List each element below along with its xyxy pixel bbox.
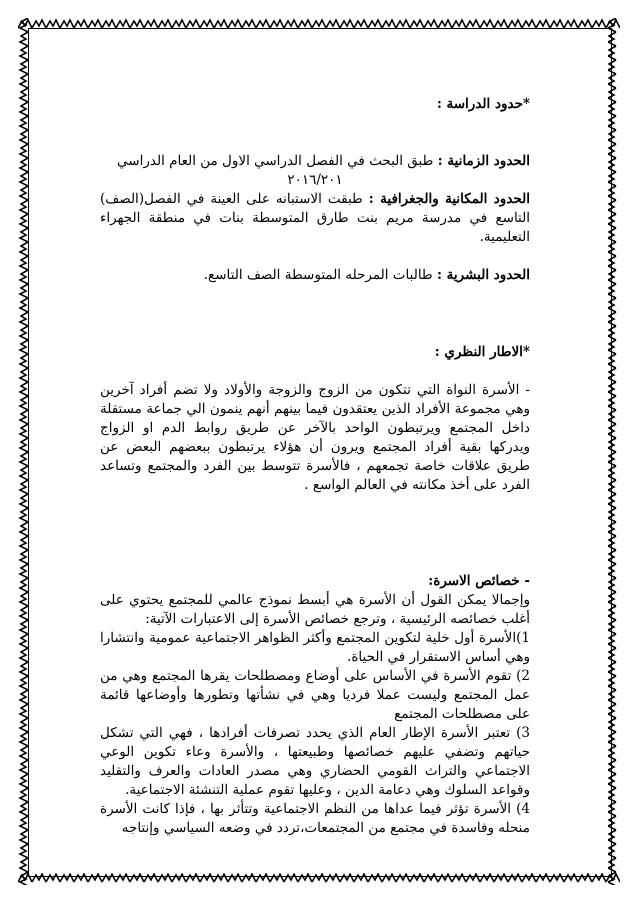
study-limits-heading: *حدود الدراسة : bbox=[436, 96, 530, 112]
human-limits-label: الحدود البشرية : bbox=[436, 267, 530, 283]
time-limits-year: ٢٠١٦/٢٠١ bbox=[287, 172, 343, 188]
human-limits-text: طالبات المرحله المتوسطة الصف التاسع. bbox=[203, 267, 433, 283]
family-heading: - خصائص الاسرة: bbox=[428, 573, 530, 589]
time-limits bbox=[100, 152, 530, 190]
family-item-3: 3) تعتبر الأسرة الإطار العام الذي يحدد تصرفات أفرادها ، فهي التي تشكل حياتهم وتضفي عليهم خصائصها وطبيعتها ، والأسرة وعاء تكوين الوعي الاجتماعي والتراث القومي الحضاري وهي مصدر العادات والعرف والتقليد وقواعد السلوك وهي دعامة الدين ، وعليها تقوم عملية التنشئة الاجتماعية. bbox=[100, 725, 530, 798]
place-limits-label: الحدود المكانية والجغرافية : bbox=[368, 191, 530, 207]
time-limits-text: طبق البحث في الفصل الدراسي الاول من العام الدراسي bbox=[117, 153, 434, 169]
theory-paragraph: - الأسرة النواة التي تتكون من الزوج والزوجة والأولاد ولا تضم أفراد آخرين وهي مجموعة الأفراد الذين يعتقدون فيما بينهم أنهم ينمون الي جماعة مستقلة داخل المجتمع ويرتبطون الواحد بالآخر عن طريق روابط الدم او الزواج ويدركها بقية أفراد المجتمع ويرون أن هؤلاء يرتبطون ببعضهم البعض عن طريق علاقات خاصة تجمعهم ، فالأسرة تتوسط بين الفرد والمجتمع وتساعد الفرد على أخذ مكانته في العالم الواسع . bbox=[100, 382, 530, 493]
family-item-4: 4) الأسرة تؤثر فيما عداها من النظم الاجتماعية وتتأثر بها ، فإذا كانت الأسرة منحله وفاسدة في مجتمع من المجتمعات،تردد في وضعه السياسي وإنتاجه bbox=[100, 801, 530, 836]
family-intro: وإجمالا يمكن القول أن الأسرة هي أبسط نموذج عالمي للمجتمع يحتوي على أغلب خصائصه الرئيسية ، وترجع خصائص الأسرة إلى الاعتبارات الآتية: bbox=[100, 592, 530, 627]
place-limits-text: طبقت الاستبانه على العينة في الفصل(الصف) التاسع في مدرسة مريم بنت طارق المتوسطة بنات في منطقة الجهراء التعليمية. bbox=[100, 191, 530, 245]
place-limits bbox=[100, 190, 530, 247]
theory-heading: *الاطار النظري : bbox=[434, 344, 530, 360]
document-body bbox=[100, 95, 530, 838]
time-limits-label: الحدود الزمانية : bbox=[437, 153, 530, 169]
family-item-1: 1)الأسرة أول خلية لتكوين المجتمع وأكثر الظواهر الاجتماعية عمومية وانتشارا وهي أساس الاستقرار في الحياة. bbox=[100, 630, 530, 665]
human-limits bbox=[100, 266, 530, 285]
family-item-2: 2) تقوم الأسرة في الأساس على أوضاع ومصطلحات يقرها المجتمع وهي من عمل المجتمع وليست عملا فرديا وهي في نشأتها وتطورها وأوضاعها قائمة على مصطلحات المجتمع bbox=[100, 668, 530, 722]
